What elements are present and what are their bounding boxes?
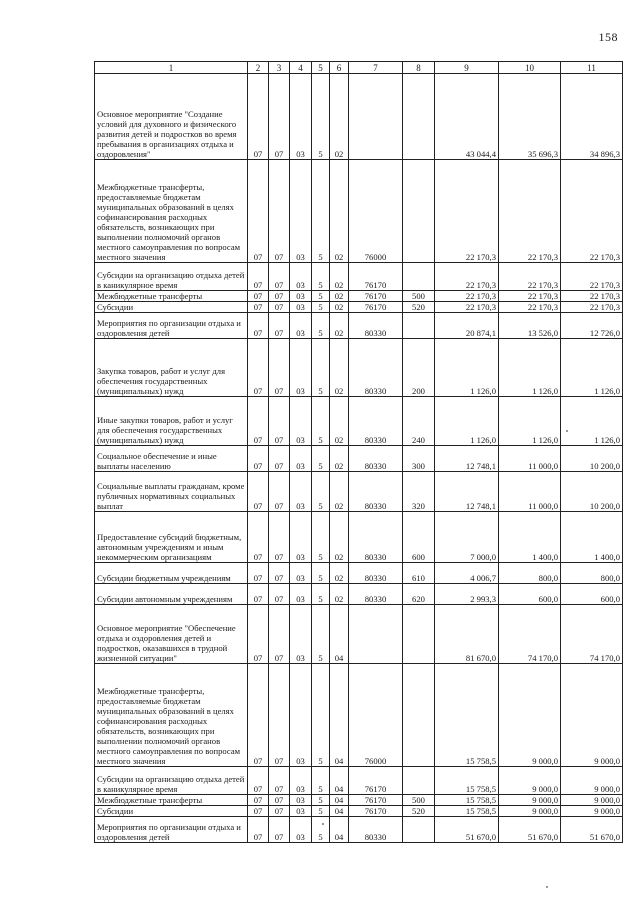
cell-c9: 4 006,7 [435, 563, 499, 584]
row-name: Субсидии [95, 302, 248, 313]
cell-c4: 03 [290, 339, 312, 397]
budget-table [94, 61, 623, 843]
row-name: Субсидии автономным учреждениям [95, 584, 248, 605]
cell-c7: 76170 [349, 291, 403, 302]
cell-c2: 07 [248, 302, 269, 313]
cell-c5: 5 [312, 664, 330, 767]
cell-c3: 07 [269, 263, 290, 291]
cell-c9: 51 670,0 [435, 817, 499, 843]
cell-c9: 20 874,1 [435, 313, 499, 339]
cell-c10: 9 000,0 [499, 795, 561, 806]
cell-c3: 07 [269, 795, 290, 806]
cell-c4: 03 [290, 472, 312, 512]
cell-c10: 9 000,0 [499, 767, 561, 795]
cell-c6: 02 [330, 512, 349, 563]
cell-c6: 02 [330, 291, 349, 302]
cell-c6: 04 [330, 795, 349, 806]
cell-c4: 03 [290, 512, 312, 563]
cell-c5: 5 [312, 817, 330, 843]
cell-c8: 320 [403, 472, 435, 512]
cell-c2: 07 [248, 397, 269, 446]
cell-c10: 22 170,3 [499, 160, 561, 263]
row-name: Мероприятия по организации отдыха и оздоровления детей [95, 313, 248, 339]
cell-c5: 5 [312, 74, 330, 160]
cell-c2: 07 [248, 767, 269, 795]
cell-c6: 04 [330, 817, 349, 843]
table-row [95, 313, 623, 339]
cell-c7: 80330 [349, 446, 403, 472]
cell-c4: 03 [290, 291, 312, 302]
cell-c2: 07 [248, 605, 269, 664]
cell-c6: 02 [330, 446, 349, 472]
table-row [95, 795, 623, 806]
row-name: Мероприятия по организации отдыха и оздоровления детей [95, 817, 248, 843]
col-header: 1 [95, 62, 248, 74]
row-name: Межбюджетные трансферты [95, 795, 248, 806]
row-name: Социальное обеспечение и иные выплаты населению [95, 446, 248, 472]
col-header: 3 [269, 62, 290, 74]
cell-c7: 76000 [349, 664, 403, 767]
cell-c8: 240 [403, 397, 435, 446]
cell-c2: 07 [248, 584, 269, 605]
table-row [95, 291, 623, 302]
row-name: Межбюджетные трансферты, предоставляемые бюджетам муниципальных образований в целях софинансирования расходных обязательств, возникающих при выполнении полномочий органов местного самоуправления по вопросам местного значения [95, 160, 248, 263]
cell-c3: 07 [269, 291, 290, 302]
cell-c2: 07 [248, 563, 269, 584]
cell-c11: 74 170,0 [561, 605, 623, 664]
cell-c9: 7 000,0 [435, 512, 499, 563]
cell-c11: 10 200,0 [561, 446, 623, 472]
cell-c5: 5 [312, 767, 330, 795]
cell-c11: 9 000,0 [561, 806, 623, 817]
cell-c7: 80330 [349, 339, 403, 397]
cell-c9: 12 748,1 [435, 472, 499, 512]
cell-c7: 80330 [349, 512, 403, 563]
cell-c5: 5 [312, 563, 330, 584]
cell-c8 [403, 664, 435, 767]
table-row [95, 664, 623, 767]
table-row [95, 446, 623, 472]
cell-c2: 07 [248, 263, 269, 291]
cell-c11: 22 170,3 [561, 160, 623, 263]
cell-c5: 5 [312, 160, 330, 263]
cell-c10: 9 000,0 [499, 806, 561, 817]
cell-c3: 07 [269, 563, 290, 584]
cell-c11: 51 670,0 [561, 817, 623, 843]
cell-c4: 03 [290, 767, 312, 795]
cell-c4: 03 [290, 302, 312, 313]
cell-c10: 22 170,3 [499, 302, 561, 313]
cell-c4: 03 [290, 74, 312, 160]
cell-c10: 22 170,3 [499, 291, 561, 302]
col-header: 6 [330, 62, 349, 74]
cell-c3: 07 [269, 767, 290, 795]
cell-c7: 80330 [349, 472, 403, 512]
cell-c10: 600,0 [499, 584, 561, 605]
cell-c10: 11 000,0 [499, 472, 561, 512]
cell-c8 [403, 767, 435, 795]
page-number: 158 [598, 30, 618, 44]
cell-c8 [403, 74, 435, 160]
cell-c4: 03 [290, 397, 312, 446]
cell-c10: 74 170,0 [499, 605, 561, 664]
cell-c2: 07 [248, 806, 269, 817]
cell-c7 [349, 74, 403, 160]
cell-c6: 02 [330, 263, 349, 291]
cell-c8: 500 [403, 291, 435, 302]
cell-c10: 51 670,0 [499, 817, 561, 843]
table-row [95, 605, 623, 664]
cell-c9: 12 748,1 [435, 446, 499, 472]
scan-speck [566, 430, 568, 432]
cell-c6: 02 [330, 313, 349, 339]
cell-c5: 5 [312, 472, 330, 512]
cell-c3: 07 [269, 160, 290, 263]
cell-c4: 03 [290, 584, 312, 605]
cell-c5: 5 [312, 302, 330, 313]
cell-c4: 03 [290, 817, 312, 843]
cell-c8: 620 [403, 584, 435, 605]
cell-c8 [403, 313, 435, 339]
table-row [95, 397, 623, 446]
row-name: Субсидии на организацию отдыха детей в каникулярное время [95, 263, 248, 291]
cell-c6: 02 [330, 584, 349, 605]
cell-c11: 22 170,3 [561, 263, 623, 291]
cell-c8: 520 [403, 806, 435, 817]
table-row [95, 263, 623, 291]
cell-c11: 1 400,0 [561, 512, 623, 563]
cell-c6: 02 [330, 160, 349, 263]
cell-c7: 80330 [349, 563, 403, 584]
table-row [95, 339, 623, 397]
cell-c3: 07 [269, 313, 290, 339]
cell-c6: 04 [330, 605, 349, 664]
cell-c9: 15 758,5 [435, 664, 499, 767]
row-name: Иные закупки товаров, работ и услуг для обеспечения государственных (муниципальных) нужд [95, 397, 248, 446]
cell-c6: 04 [330, 767, 349, 795]
cell-c5: 5 [312, 263, 330, 291]
cell-c3: 07 [269, 339, 290, 397]
row-name: Межбюджетные трансферты, предоставляемые бюджетам муниципальных образований в целях софинансирования расходных обязательств, возникающих при выполнении полномочий органов местного самоуправления по вопросам местного значения [95, 664, 248, 767]
cell-c9: 22 170,3 [435, 302, 499, 313]
col-header: 7 [349, 62, 403, 74]
cell-c2: 07 [248, 74, 269, 160]
cell-c7: 76170 [349, 302, 403, 313]
cell-c5: 5 [312, 446, 330, 472]
col-header: 10 [499, 62, 561, 74]
cell-c8: 520 [403, 302, 435, 313]
cell-c7: 76170 [349, 795, 403, 806]
cell-c9: 15 758,5 [435, 767, 499, 795]
row-name: Закупка товаров, работ и услуг для обеспечения государственных (муниципальных) нужд [95, 339, 248, 397]
cell-c3: 07 [269, 512, 290, 563]
cell-c11: 9 000,0 [561, 767, 623, 795]
cell-c4: 03 [290, 160, 312, 263]
cell-c9: 43 044,4 [435, 74, 499, 160]
cell-c3: 07 [269, 74, 290, 160]
cell-c3: 07 [269, 302, 290, 313]
scan-speck [322, 823, 324, 825]
table-row [95, 806, 623, 817]
cell-c4: 03 [290, 795, 312, 806]
cell-c9: 81 670,0 [435, 605, 499, 664]
row-name: Субсидии [95, 806, 248, 817]
cell-c8: 610 [403, 563, 435, 584]
cell-c3: 07 [269, 605, 290, 664]
cell-c5: 5 [312, 806, 330, 817]
cell-c7: 80330 [349, 817, 403, 843]
cell-c10: 13 526,0 [499, 313, 561, 339]
cell-c10: 35 696,3 [499, 74, 561, 160]
cell-c4: 03 [290, 605, 312, 664]
cell-c9: 2 993,3 [435, 584, 499, 605]
cell-c10: 1 126,0 [499, 339, 561, 397]
cell-c5: 5 [312, 397, 330, 446]
cell-c3: 07 [269, 446, 290, 472]
cell-c7: 80330 [349, 584, 403, 605]
cell-c5: 5 [312, 605, 330, 664]
cell-c2: 07 [248, 795, 269, 806]
cell-c10: 1 400,0 [499, 512, 561, 563]
row-name: Социальные выплаты гражданам, кроме публичных нормативных социальных выплат [95, 472, 248, 512]
cell-c4: 03 [290, 664, 312, 767]
cell-c9: 1 126,0 [435, 339, 499, 397]
cell-c7: 80330 [349, 397, 403, 446]
scan-speck [546, 886, 548, 888]
cell-c11: 10 200,0 [561, 472, 623, 512]
cell-c6: 02 [330, 302, 349, 313]
cell-c5: 5 [312, 512, 330, 563]
cell-c8: 300 [403, 446, 435, 472]
row-name: Субсидии на организацию отдыха детей в каникулярное время [95, 767, 248, 795]
cell-c2: 07 [248, 512, 269, 563]
table-row [95, 584, 623, 605]
cell-c6: 02 [330, 397, 349, 446]
col-header: 11 [561, 62, 623, 74]
cell-c6: 02 [330, 74, 349, 160]
cell-c5: 5 [312, 584, 330, 605]
table-row [95, 160, 623, 263]
cell-c10: 9 000,0 [499, 664, 561, 767]
cell-c6: 02 [330, 472, 349, 512]
cell-c4: 03 [290, 563, 312, 584]
cell-c11: 9 000,0 [561, 664, 623, 767]
cell-c2: 07 [248, 313, 269, 339]
cell-c11: 34 896,3 [561, 74, 623, 160]
cell-c9: 22 170,3 [435, 160, 499, 263]
col-header: 9 [435, 62, 499, 74]
table-row [95, 817, 623, 843]
cell-c2: 07 [248, 664, 269, 767]
row-name: Субсидии бюджетным учреждениям [95, 563, 248, 584]
table-row [95, 563, 623, 584]
cell-c3: 07 [269, 584, 290, 605]
cell-c11: 22 170,3 [561, 302, 623, 313]
cell-c3: 07 [269, 806, 290, 817]
row-name: Основное мероприятие "Создание условий для духовного и физического развития детей и подростков во время пребывания в организациях отдыха и оздоровления" [95, 74, 248, 160]
cell-c8 [403, 817, 435, 843]
table-row [95, 472, 623, 512]
cell-c4: 03 [290, 446, 312, 472]
cell-c7: 76170 [349, 767, 403, 795]
cell-c8 [403, 160, 435, 263]
col-header: 4 [290, 62, 312, 74]
cell-c8: 600 [403, 512, 435, 563]
cell-c10: 22 170,3 [499, 263, 561, 291]
cell-c11: 22 170,3 [561, 291, 623, 302]
cell-c2: 07 [248, 817, 269, 843]
cell-c11: 9 000,0 [561, 795, 623, 806]
cell-c3: 07 [269, 397, 290, 446]
cell-c2: 07 [248, 472, 269, 512]
cell-c9: 22 170,3 [435, 291, 499, 302]
cell-c3: 07 [269, 664, 290, 767]
cell-c8: 200 [403, 339, 435, 397]
row-name: Основное мероприятие "Обеспечение отдыха и оздоровления детей и подростков, оказавшихся в трудной жизненной ситуации" [95, 605, 248, 664]
cell-c4: 03 [290, 806, 312, 817]
table-row [95, 302, 623, 313]
cell-c4: 03 [290, 263, 312, 291]
cell-c2: 07 [248, 291, 269, 302]
cell-c11: 1 126,0 [561, 397, 623, 446]
cell-c9: 22 170,3 [435, 263, 499, 291]
cell-c4: 03 [290, 313, 312, 339]
cell-c7: 80330 [349, 313, 403, 339]
cell-c8: 500 [403, 795, 435, 806]
cell-c5: 5 [312, 313, 330, 339]
cell-c8 [403, 263, 435, 291]
col-header: 5 [312, 62, 330, 74]
cell-c2: 07 [248, 160, 269, 263]
cell-c6: 04 [330, 806, 349, 817]
cell-c11: 1 126,0 [561, 339, 623, 397]
cell-c9: 15 758,5 [435, 806, 499, 817]
col-header: 8 [403, 62, 435, 74]
cell-c6: 04 [330, 664, 349, 767]
cell-c10: 11 000,0 [499, 446, 561, 472]
header-row [95, 62, 623, 74]
cell-c11: 12 726,0 [561, 313, 623, 339]
cell-c5: 5 [312, 795, 330, 806]
cell-c11: 600,0 [561, 584, 623, 605]
table-row [95, 512, 623, 563]
cell-c8 [403, 605, 435, 664]
cell-c9: 15 758,5 [435, 795, 499, 806]
cell-c5: 5 [312, 291, 330, 302]
cell-c7: 76170 [349, 806, 403, 817]
cell-c2: 07 [248, 446, 269, 472]
cell-c11: 800,0 [561, 563, 623, 584]
row-name: Межбюджетные трансферты [95, 291, 248, 302]
col-header: 2 [248, 62, 269, 74]
cell-c5: 5 [312, 339, 330, 397]
cell-c3: 07 [269, 817, 290, 843]
cell-c10: 1 126,0 [499, 397, 561, 446]
cell-c10: 800,0 [499, 563, 561, 584]
cell-c6: 02 [330, 339, 349, 397]
cell-c7: 76170 [349, 263, 403, 291]
table-row [95, 767, 623, 795]
table-row [95, 74, 623, 160]
cell-c7 [349, 605, 403, 664]
cell-c7: 76000 [349, 160, 403, 263]
cell-c9: 1 126,0 [435, 397, 499, 446]
row-name: Предоставление субсидий бюджетным, автономным учреждениям и иным некоммерческим организациям [95, 512, 248, 563]
cell-c6: 02 [330, 563, 349, 584]
cell-c2: 07 [248, 339, 269, 397]
cell-c3: 07 [269, 472, 290, 512]
